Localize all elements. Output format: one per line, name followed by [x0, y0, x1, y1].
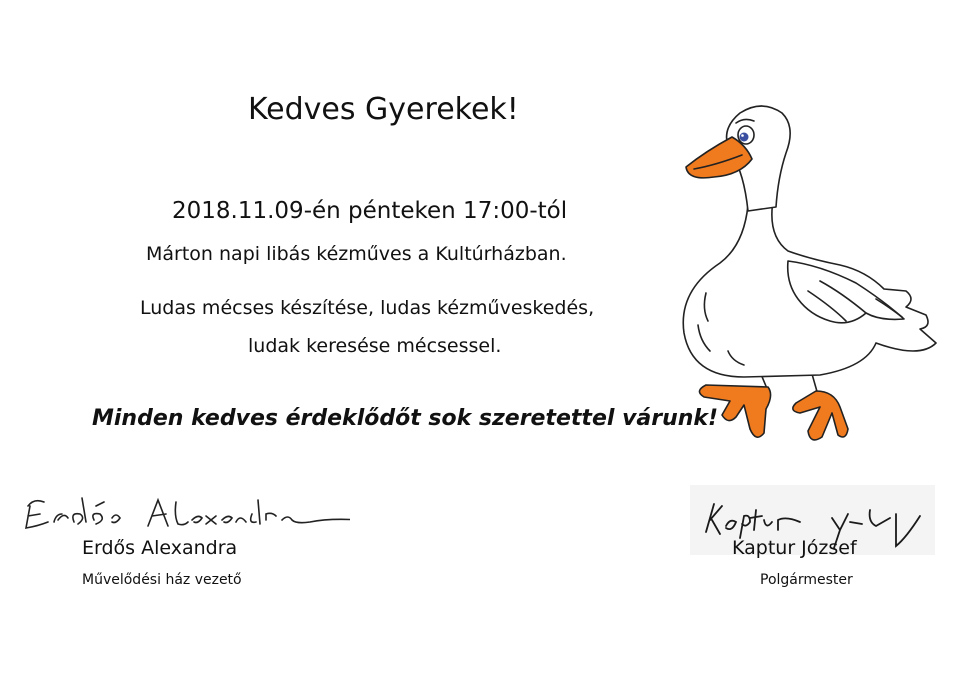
signature-right-name: Kaptur József [732, 537, 857, 559]
welcome-line: Minden kedves érdeklődőt sok szeretettel várunk! [92, 406, 719, 431]
date-line: 2018.11.09-én pénteken 17:00-tól [172, 198, 568, 224]
signature-left-role: Művelődési ház vezető [82, 572, 242, 588]
signature-left-name: Erdős Alexandra [82, 537, 238, 559]
activity-line-2: ludak keresése mécsessel. [248, 335, 502, 357]
signature-left-handwriting [20, 492, 350, 536]
greeting-heading: Kedves Gyerekek! [248, 92, 519, 127]
goose-icon [670, 95, 942, 457]
signature-right-role: Polgármester [760, 572, 853, 588]
activity-line-1: Ludas mécses készítése, ludas kézműveskedés, [140, 297, 595, 319]
event-line: Márton napi libás kézműves a Kultúrházban. [146, 243, 567, 265]
